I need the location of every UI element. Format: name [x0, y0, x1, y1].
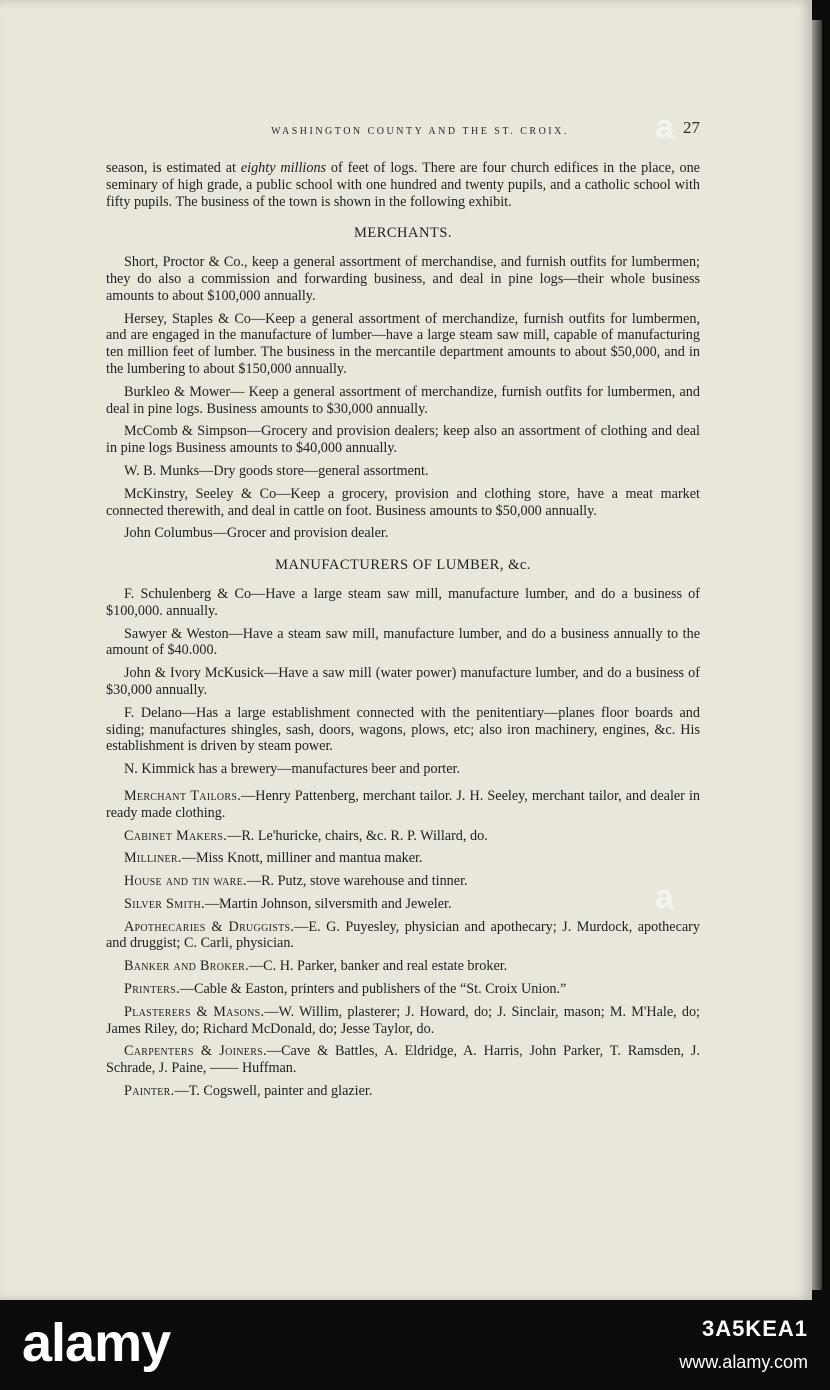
merchants-list [106, 254, 700, 542]
merchant-entry: McComb & Simpson—Grocery and provision dealers; keep also an assortment of clothing and deal in pine logs Business amounts to $40,000 annually. [106, 423, 700, 457]
merchant-entry: W. B. Munks—Dry goods store—general assortment. [124, 462, 429, 479]
trade-label: Printers. [124, 981, 180, 998]
trade-label: Cabinet Makers. [124, 827, 228, 844]
trade-entry: Printers.—Cable & Easton, printers and publishers of the “St. Croix Union.” [124, 981, 567, 998]
trade-entry: Merchant Tailors.—Henry Pattenberg, merchant tailor. J. H. Seeley, merchant tailor, and dealer in ready made clothing. [106, 787, 700, 821]
manufacturer-entry: F. Schulenberg & Co—Have a large steam saw mill, manufacture lumber, and do a business of $100,000. annually. [106, 585, 700, 619]
merchant-entry: John Columbus—Grocer and provision dealer. [124, 525, 389, 542]
trade-label: Painter. [124, 1083, 175, 1100]
manufacturers-heading: MANUFACTURERS OF LUMBER, &c. [275, 557, 531, 574]
trade-label: Merchant Tailors. [124, 787, 242, 804]
trade-entry: Painter.—T. Cogswell, painter and glazier. [124, 1083, 373, 1100]
trade-label: Banker and Broker. [124, 958, 249, 975]
trade-label: Carpenters & Joiners. [124, 1043, 267, 1060]
trade-entry: House and tin ware.—R. Putz, stove warehouse and tinner. [124, 873, 468, 890]
trade-entry: Carpenters & Joiners.—Cave & Battles, A. Eldridge, A. Harris, John Parker, T. Ramsden, J. Schrade, J. Paine, —— Huffman. [106, 1043, 700, 1077]
intro-emphasis: eighty millions [240, 160, 327, 176]
trade-label: Silver Smith. [124, 895, 205, 912]
trade-entry: Cabinet Makers.—R. Le'huricke, chairs, &c. R. P. Willard, do. [124, 827, 488, 844]
manufacturer-entry: John & Ivory McKusick—Have a saw mill (water power) manufacture lumber, and do a business of $30,000 annually. [106, 665, 700, 698]
manufacturer-entry: Sawyer & Weston—Have a steam saw mill, manufacture lumber, and do a business annually to the amount of $40.000. [106, 625, 700, 659]
image-code: 3A5KEA1 [701, 1316, 808, 1341]
trades-list [106, 788, 700, 1100]
trade-label: Milliner. [124, 850, 182, 867]
manufacturer-entry: N. Kimmick has a brewery—manufactures beer and porter. [124, 761, 461, 778]
trade-label: House and tin ware. [124, 873, 247, 890]
trade-label: Plasterers & Masons. [124, 1003, 265, 1020]
merchants-heading: MERCHANTS. [353, 225, 453, 242]
trade-entry: Apothecaries & Druggists.—E. G. Puyesley, physician and apothecary; J. Murdock, apothecary and druggist; C. Carli, physician. [106, 918, 700, 952]
trade-entry: Banker and Broker.—C. H. Parker, banker and real estate broker. [124, 958, 508, 975]
watermark-ghost: a [655, 108, 674, 146]
page-body [106, 160, 700, 1106]
merchant-entry: Burkleo & Mower— Keep a general assortment of merchandize, furnish outfits for lumbermen, and deal in pine logs. Business amounts to $30,000 annually. [106, 383, 700, 417]
watermark-ghost: a [655, 878, 674, 916]
merchant-entry: McKinstry, Seeley & Co—Keep a grocery, provision and clothing store, have a meat market connected therewith, and deal in cattle on foot. Business amounts to $50,000 annually. [106, 485, 700, 519]
watermark-url: www.alamy.com [679, 1352, 808, 1372]
manufacturers-list [106, 586, 700, 778]
merchant-entry: Hersey, Staples & Co—Keep a general assortment of merchandize, furnish outfits for lumbermen, and are engaged in the manufacture of lumber—have a large steam saw mill, capable of manufacturing ten million feet of lumber. The business in the mercantile department amounts to about $50,000, and in the lumbering to about $150,000 annually. [106, 310, 700, 377]
merchant-entry: Short, Proctor & Co., keep a general assortment of merchandise, and furnish outfits for lumbermen; they do also a commission and forwarding business, and deal in pine logs—their whole business amounts to about $100,000 annually. [106, 254, 700, 304]
trade-entry: Plasterers & Masons.—W. Willim, plasterer; J. Howard, do; J. Sinclair, mason; M. M'Hale, do; James Riley, do; Richard McDonald, do; Jesse Taylor, do. [106, 1003, 700, 1037]
page-edge [812, 20, 822, 1290]
trade-entry: Silver Smith.—Martin Johnson, silversmith and Jeweler. [124, 895, 452, 912]
intro-paragraph: season, is estimated at eighty millions of feet of logs. There are four church edifices in the place, one seminary of high grade, a public school with one hundred and twenty pupils, and a catholic school with fifty pupils. The business of the town is shown in the following exhibit. [106, 160, 700, 210]
watermark-logo: alamy [22, 1313, 171, 1373]
running-head: WASHINGTON COUNTY AND THE ST. CROIX. [271, 126, 569, 137]
manufacturer-entry: F. Delano—Has a large establishment connected with the penitentiary—planes floor boards and siding; manufactures shingles, sash, doors, wagons, plows, etc; also iron machinery, engines, &c. His establishment is driven by steam power. [106, 704, 700, 755]
watermark-bar [0, 1300, 830, 1390]
trade-label: Apothecaries & Druggists. [124, 918, 295, 935]
page-number: 27 [683, 118, 700, 137]
trade-entry: Milliner.—Miss Knott, milliner and mantua maker. [124, 850, 423, 867]
